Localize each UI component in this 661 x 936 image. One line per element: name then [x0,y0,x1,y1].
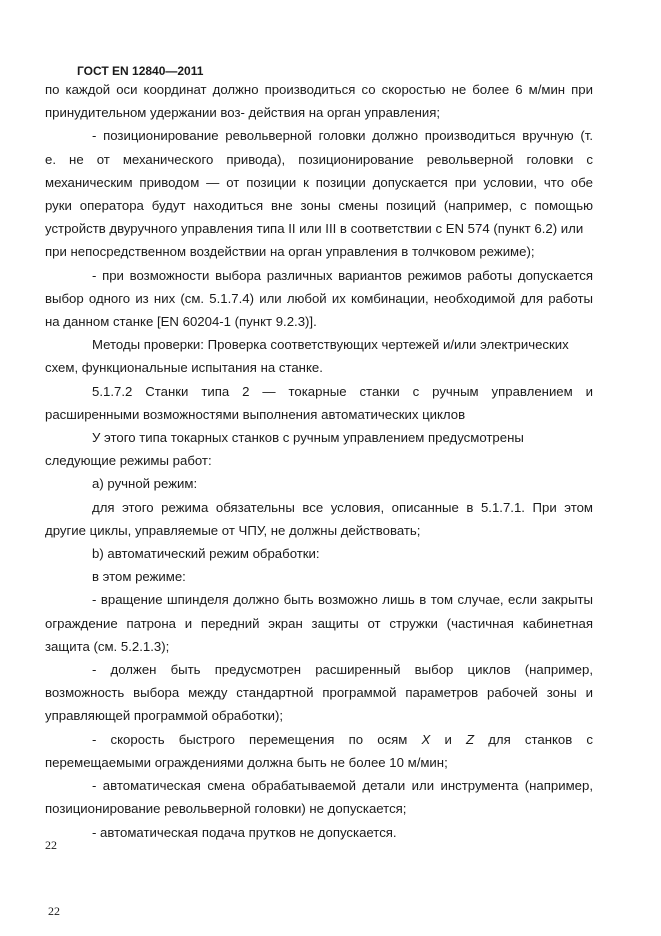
text-line: расширенными возможностями выполнения автоматических циклов [45,406,466,422]
text-line: - вращение шпинделя должно быть возможно лишь в том случае, если закрыты [92,592,593,608]
axis-z-symbol: Z [465,731,475,747]
text-line: по каждой оси координат должно производиться со скоростью не более 6 м/мин при [45,82,593,97]
page-number-footer: 22 [48,904,60,918]
text-line: 5.1.7.2 Станки типа 2 — токарные станки с ручным управлением и [92,383,593,399]
text-line: ограждение патрона и передний экран защиты от стружки (частичная кабинетная [45,615,593,631]
text-line: защита (см. 5.2.1.3); [45,638,170,654]
text-line: в этом режиме: [92,569,186,585]
text-line: выбор одного из них (см. 5.1.7.4) или любой их комбинации, необходимой для работы [45,290,593,306]
text-line: - позиционирование револьверной головки должно производиться вручную (т. [92,128,593,144]
text-line: b) автоматический режим обработки: [92,546,320,562]
text-segment: и [444,731,452,747]
standard-header: ГОСТ EN 12840—2011 [77,64,204,78]
text-line: устройств двуручного управления типа II или III в соответствии с EN 574 (пункт 6.2) или [45,221,584,237]
text-line: руки оператора будут находиться вне зоны смены позиций (например, с помощью [45,198,593,214]
text-line: другие циклы, управляемые от ЧПУ, не должны действовать; [45,522,421,538]
text-line: механическим приводом — от позиции к позиции допускается при условии, что обе [45,174,593,190]
text-line: У этого типа токарных станков с ручным управлением предусмотрены [92,430,524,446]
text-line: - автоматическая подача прутков не допускается. [92,824,397,840]
text-line-with-axes [45,728,593,751]
text-line: - при возможности выбора различных вариантов режимов работы допускается [92,267,593,283]
text-segment: - скорость быстрого перемещения по осям [92,731,408,747]
text-line: принудительном удержании воз- действия на орган управления; [45,105,441,121]
text-line: е. не от механического привода), позиционирование револьверной головки с [45,151,593,167]
text-line: Методы проверки: Проверка соответствующих чертежей и/или электрических [92,337,569,353]
text-line: - автоматическая смена обрабатываемой детали или инструмента (например, [92,778,593,794]
text-line: возможность выбора между стандартной программой параметров рабочей зоны и [45,685,593,701]
text-line: при непосредственном воздействии на орган управления в толчковом режиме); [45,244,535,260]
axis-x-symbol: X [421,731,431,747]
text-segment: для станков с [488,731,593,747]
page-number: 22 [45,838,57,852]
text-line: управляющей программой обработки); [45,708,284,724]
text-line: следующие режимы работ: [45,453,212,469]
text-line: на данном станке [EN 60204-1 (пункт 9.2.3)]. [45,314,317,330]
text-line: a) ручной режим: [92,476,198,492]
text-line: - должен быть предусмотрен расширенный выбор циклов (например, [92,662,593,678]
text-line: схем, функциональные испытания на станке. [45,360,323,376]
document-body [45,78,593,844]
text-line: позиционирование револьверной головки) не допускается; [45,801,407,817]
text-line: перемещаемыми ограждениями должна быть не более 10 м/мин; [45,754,448,770]
text-line: для этого режима обязательны все условия, описанные в 5.1.7.1. При этом [92,499,593,515]
